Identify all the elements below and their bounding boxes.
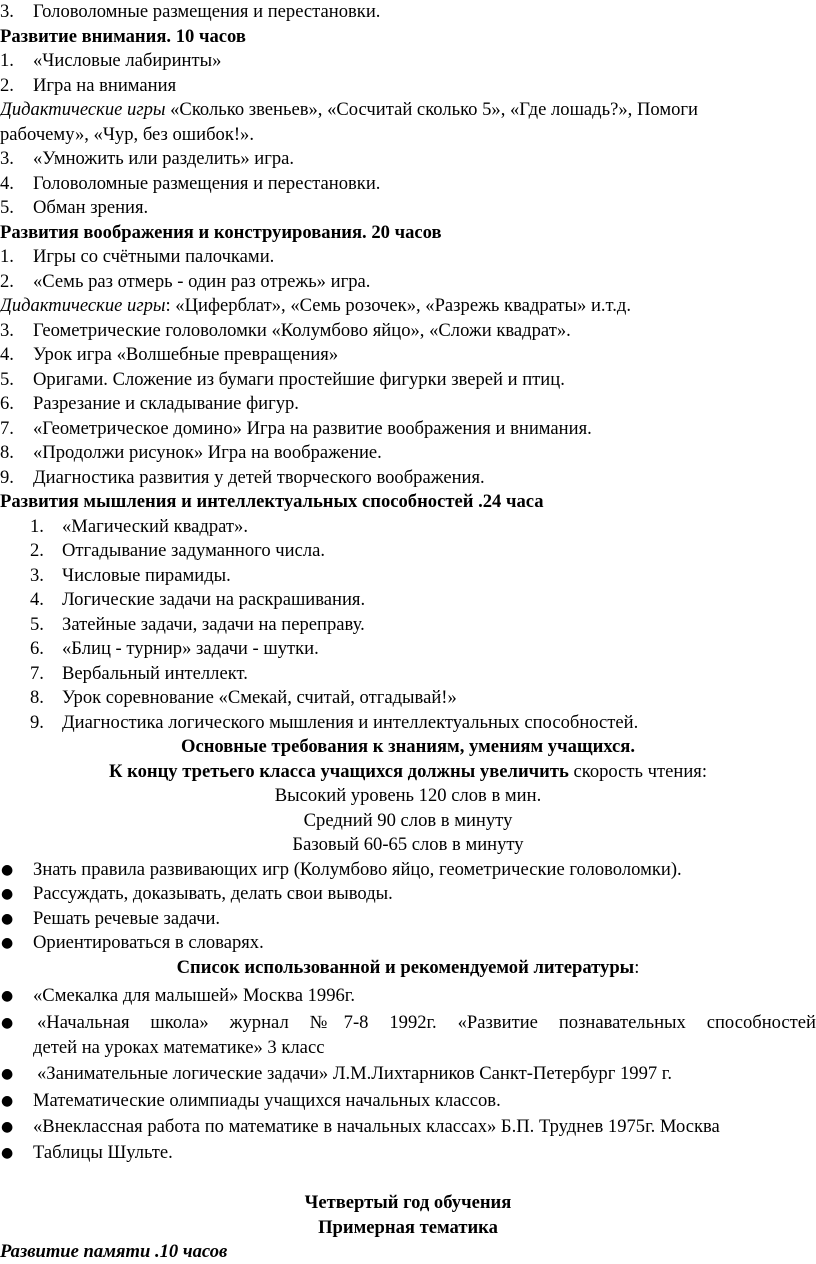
list-number: 3. — [0, 319, 14, 341]
list-text: Затейные задачи, задачи на переправу. — [62, 613, 365, 635]
list-text: «Умножить или разделить» игра. — [33, 148, 295, 169]
bullet-icon: ● — [1, 935, 14, 951]
level-base: Базовый 60-65 слов в минуту — [292, 834, 524, 855]
didactic-label: Дидактические игры — [0, 295, 166, 316]
didactic-text: : «Циферблат», «Семь розочек», «Разрежь квадраты» и.т.д. — [165, 295, 632, 316]
list-number: 4. — [0, 344, 14, 365]
bullet-text: «Занимательные логические задачи» Л.М.Лихтарников Санкт-Петербург 1997 г. — [37, 1063, 672, 1084]
list-number: 5. — [30, 613, 44, 635]
bullet-text: «Смекалка для малышей» Москва 1996г. — [33, 985, 355, 1006]
reading-speed-line — [0, 760, 816, 785]
list-text: Геометрические головоломки «Колумбово яйцо», «Сложи квадрат». — [33, 319, 571, 341]
list-text: «Числовые лабиринты» — [33, 50, 222, 71]
bullet-text: Ориентироваться в словарях. — [33, 932, 264, 953]
list-number: 2. — [30, 540, 44, 561]
list-number: 3. — [30, 564, 44, 586]
list-text: Головоломные размещения и перестановки. — [33, 1, 381, 22]
bullet-text: Знать правила развивающих игр (Колумбово яйцо, геометрические головоломки). — [33, 858, 682, 880]
level-high: Высокий уровень 120 слов в мин. — [274, 785, 542, 806]
bullet-icon: ● — [1, 1119, 14, 1135]
section-heading-thinking: Развития мышления и интеллектуальных способностей .24 часа — [0, 491, 544, 512]
list-text: «Геометрическое домино» Игра на развитие воображения и внимания. — [33, 417, 592, 439]
bullet-text: Таблицы Шульте. — [33, 1142, 173, 1163]
section-heading-imagination: Развития воображения и конструирования. 20 часов — [0, 221, 442, 243]
list-number: 7. — [30, 662, 44, 684]
bullet-icon: ● — [1, 886, 14, 902]
list-number: 6. — [30, 638, 44, 659]
list-number: 2. — [0, 270, 14, 292]
list-number: 2. — [0, 74, 14, 96]
list-text: «Семь раз отмерь - один раз отрежь» игра. — [33, 270, 371, 292]
list-text: Вербальный интеллект. — [62, 662, 248, 684]
list-number: 3. — [0, 148, 14, 169]
list-text: Логические задачи на раскрашивания. — [62, 589, 366, 610]
bullet-icon: ● — [1, 1066, 14, 1082]
list-number: 1. — [0, 246, 14, 267]
list-text: Головоломные размещения и перестановки. — [33, 172, 381, 194]
bullet-text: Рассуждать, доказывать, делать свои выводы. — [33, 883, 393, 904]
bullet-text: «Начальная школа» журнал №7-8 1992г. «Развитие познавательных способностей — [37, 1012, 816, 1033]
list-text: Урок игра «Волшебные превращения» — [33, 344, 339, 365]
bullet-text: детей на уроках математике» 3 класс — [33, 1036, 325, 1058]
fourth-year-subtitle: Примерная тематика — [318, 1216, 498, 1238]
list-number: 4. — [30, 589, 44, 610]
section-heading-memory: Развитие памяти .10 часов — [0, 1240, 228, 1262]
list-text: Отгадывание задуманного числа. — [62, 540, 326, 561]
bullet-text: «Внеклассная работа по математике в начальных классах» Б.П. Труднев 1975г. Москва — [33, 1116, 720, 1137]
bullet-icon: ● — [1, 1145, 14, 1161]
list-text: «Магический квадрат». — [62, 515, 248, 537]
list-number: 1. — [0, 50, 14, 71]
list-number: 9. — [0, 466, 14, 488]
list-text: Диагностика развития у детей творческого воображения. — [33, 466, 485, 488]
list-number: 8. — [0, 442, 14, 463]
bullet-text: Решать речевые задачи. — [33, 907, 221, 929]
fourth-year-title: Четвертый год обучения — [304, 1192, 512, 1213]
reading-speed-bold: К концу третьего класса учащихся должны увеличить — [108, 760, 569, 782]
didactic-games-paragraph — [0, 98, 698, 123]
list-text: «Продолжи рисунок» Игра на воображение. — [33, 442, 382, 463]
list-text: Игра на внимания — [33, 74, 177, 96]
bullet-icon: ● — [1, 861, 14, 878]
list-text: Диагностика логического мышления и интеллектуальных способностей. — [62, 711, 639, 733]
didactic-text: «Сколько звеньев», «Сосчитай сколько 5», «Где лошадь?», Помоги — [165, 99, 698, 120]
list-number: 1. — [30, 515, 44, 537]
list-number: 5. — [0, 197, 14, 218]
list-text: Урок соревнование «Смекай, считай, отгадывай!» — [62, 687, 457, 708]
list-text: «Блиц - турнир» задачи - шутки. — [62, 638, 319, 659]
list-text: Числовые пирамиды. — [62, 564, 231, 586]
didactic-games-continued: рабочему», «Чур, без ошибок!». — [0, 123, 255, 145]
bullet-text: Математические олимпиады учащихся начальных классов. — [33, 1090, 501, 1111]
requirements-heading: Основные требования к знаниям, умениям учащихся. — [180, 736, 636, 757]
section-heading-attention: Развитие внимания. 10 часов — [0, 25, 246, 47]
list-number: 6. — [0, 393, 14, 414]
list-number: 8. — [30, 687, 44, 708]
list-text: Разрезание и складывание фигур. — [33, 393, 299, 414]
didactic-label: Дидактические игры — [0, 99, 166, 120]
list-number: 3. — [0, 1, 14, 22]
level-mid: Средний 90 слов в минуту — [303, 809, 513, 831]
reading-speed-rest: скорость чтения: — [568, 760, 708, 782]
list-number: 4. — [0, 172, 14, 194]
list-text: Обман зрения. — [33, 197, 149, 218]
bullet-icon: ● — [1, 988, 14, 1004]
list-text: Игры со счётными палочками. — [33, 246, 275, 267]
didactic-games-paragraph — [0, 294, 631, 319]
bullet-icon: ● — [1, 1015, 14, 1031]
bullet-icon: ● — [1, 910, 14, 927]
list-number: 7. — [0, 417, 14, 439]
literature-heading-text: Список использованной и рекомендуемой литературы — [176, 956, 635, 978]
list-number: 5. — [0, 368, 14, 390]
list-text: Оригами. Сложение из бумаги простейшие фигурки зверей и птиц. — [33, 368, 565, 390]
bullet-icon: ● — [1, 1093, 14, 1109]
literature-heading-colon: : — [634, 956, 640, 978]
literature-heading — [0, 956, 816, 981]
list-number: 9. — [30, 711, 44, 733]
